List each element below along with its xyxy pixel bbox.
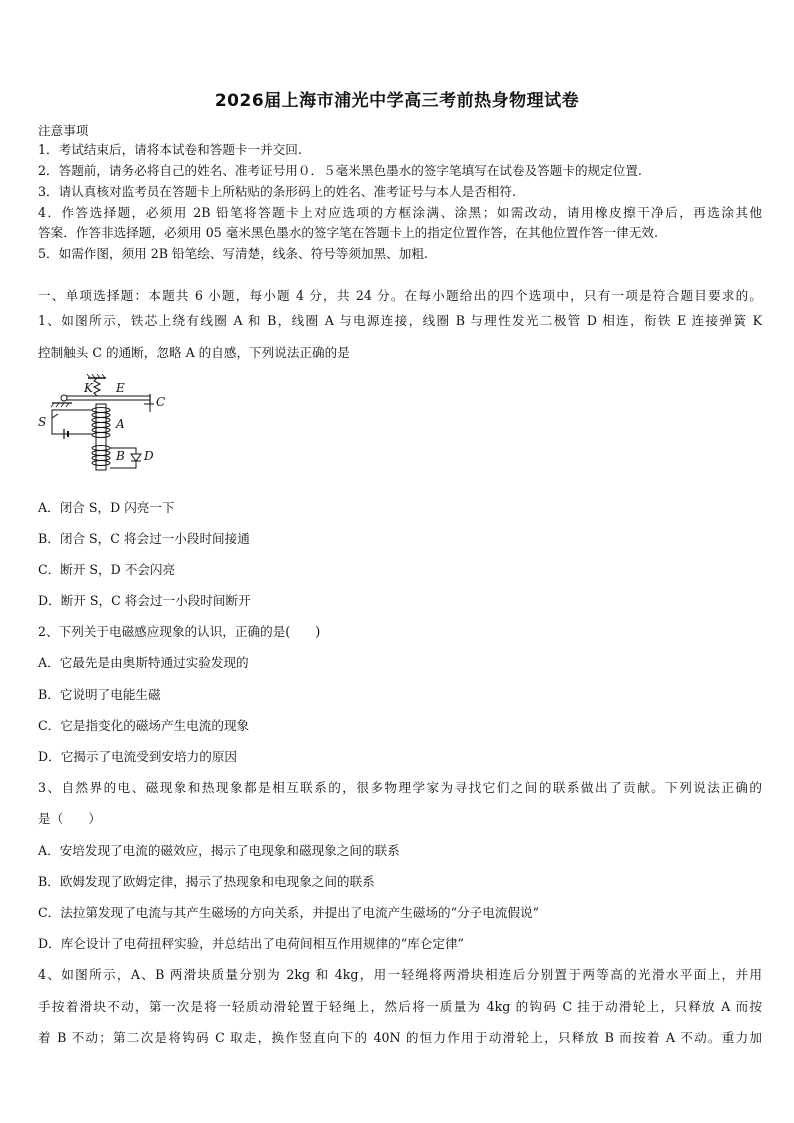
label-C: C	[156, 395, 166, 409]
page-title: 2026届上海市浦光中学高三考前热身物理试卷	[214, 91, 580, 111]
question-1-option-b: B．闭合 S，C 将会过一小段时间接通	[38, 531, 250, 546]
question-3-option-a: A．安培发现了电流的磁效应，揭示了电现象和磁现象之间的联系	[38, 843, 400, 858]
section-heading: 一、单项选择题：本题共 6 小题，每小题 4 分，共 24 分。在每小题给出的四个选项中，只有一项是符合题目要求的。	[38, 288, 762, 303]
notice-item: 2．答题前，请务必将自己的姓名、准考证号用０．５毫米黑色墨水的签字笔填写在试卷及答题卡的规定位置.	[38, 163, 642, 178]
question-4-stem: 4、如图所示，A、B 两滑块质量分别为 2kg 和 4kg，用一轻绳将两滑块相连后分别置于两等高的光滑水平面上，并用	[38, 967, 762, 982]
label-D: D	[144, 449, 154, 463]
question-2-option-a: A．它最先是由奥斯特通过实验发现的	[38, 655, 249, 670]
notice-heading: 注意事项	[38, 123, 89, 138]
question-3-stem: 3、自然界的电、磁现象和热现象都是相互联系的，很多物理学家为寻找它们之间的联系做出了贡献。下列说法正确的	[38, 780, 762, 795]
question-3-stem: 是（ ）	[38, 811, 101, 826]
question-1-stem: 1、如图所示，铁芯上绕有线圈 A 和 B，线圈 A 与电源连接，线圈 B 与理性发光二极管 D 相连，衔铁 E 连接弹簧 K	[38, 313, 762, 328]
notice-item: 5．如需作图，须用 2B 铅笔绘、写清楚，线条、符号等须加黑、加粗.	[38, 246, 428, 261]
label-A: A	[116, 417, 125, 431]
label-K: K	[84, 381, 93, 395]
question-2-option-b: B．它说明了电能生磁	[38, 687, 161, 702]
notice-item: 答案．作答非选择题，必须用 05 毫米黑色墨水的签字笔在答题卡上的指定位置作答，在其他位置作答一律无效.	[38, 225, 658, 240]
question-4-stem: 着 B 不动；第二次是将钩码 C 取走，换作竖直向下的 40N 的恒力作用于动滑轮上，只释放 B 而按着 A 不动。重力加	[38, 1030, 762, 1045]
label-B: B	[116, 449, 125, 463]
circuit-diagram	[38, 374, 168, 480]
question-1-option-c: C．断开 S，D 不会闪亮	[38, 562, 176, 577]
notice-item: 3．请认真核对监考员在答题卡上所粘贴的条形码上的姓名、准考证号与本人是否相符.	[38, 184, 516, 199]
question-3-option-b: B．欧姆发现了欧姆定律，揭示了热现象和电现象之间的联系	[38, 874, 375, 889]
question-3-option-d: D．库仑设计了电荷扭秤实验，并总结出了电荷间相互作用规律的“库仑定律”	[38, 936, 464, 951]
question-1-stem: 控制触头 C 的通断，忽略 A 的自感，下列说法正确的是	[38, 345, 350, 360]
question-1-option-d: D．断开 S，C 将会过一小段时间断开	[38, 593, 251, 608]
question-2-option-c: C．它是指变化的磁场产生电流的现象	[38, 718, 250, 733]
question-1-option-a: A．闭合 S，D 闪亮一下	[38, 500, 175, 515]
question-2-stem: 2、下列关于电磁感应现象的认识，正确的是( )	[38, 624, 321, 639]
label-E: E	[116, 381, 125, 395]
question-3-option-c: C．法拉第发现了电流与其产生磁场的方向关系，并提出了电流产生磁场的“分子电流假说”	[38, 905, 540, 920]
question-4-stem: 手按着滑块不动，第一次是将一轻质动滑轮置于轻绳上，然后将一质量为 4kg 的钩码 C 挂于动滑轮上，只释放 A 而按	[38, 999, 762, 1014]
notice-item: 4．作答选择题，必须用 2B 铅笔将答题卡上对应选项的方框涂满、涂黑；如需改动，请用橡皮擦干净后，再选涂其他	[38, 205, 762, 220]
notice-item: 1．考试结束后，请将本试卷和答题卡一并交回.	[38, 142, 302, 157]
label-S: S	[38, 415, 47, 429]
question-2-option-d: D．它揭示了电流受到安培力的原因	[38, 749, 238, 764]
